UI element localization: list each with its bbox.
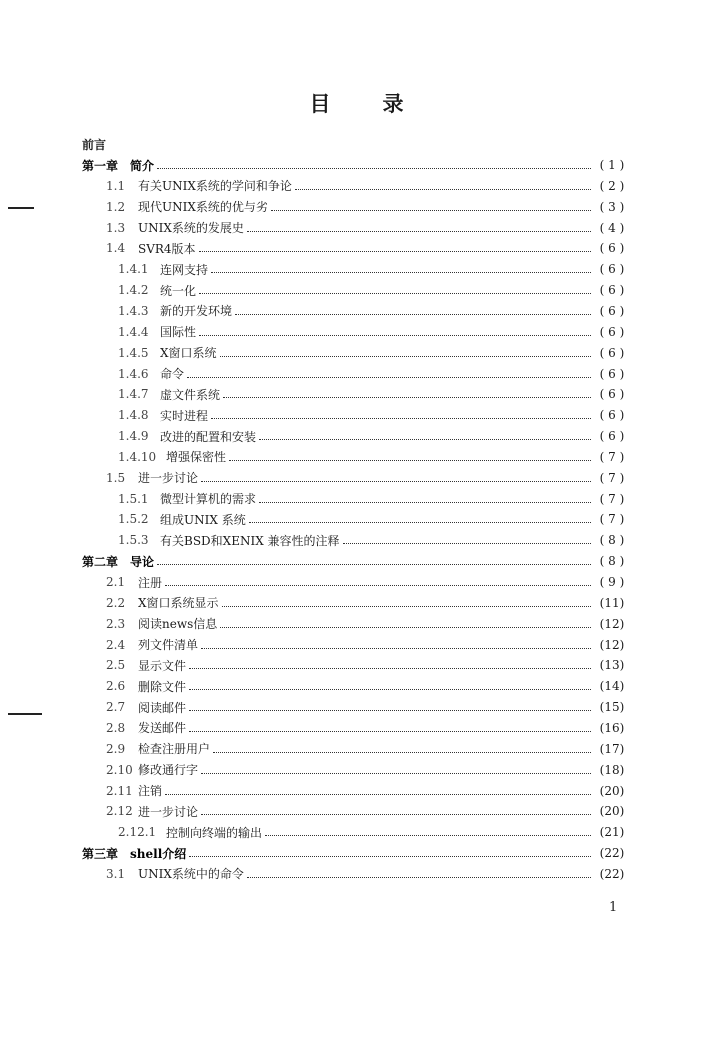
- toc-leader-dots: [223, 396, 591, 398]
- toc-leader-dots: [199, 250, 591, 252]
- toc-leader-dots: [249, 521, 591, 523]
- toc-entry-title: 命令: [160, 367, 185, 381]
- toc-entry-title: 连网支持: [160, 262, 209, 277]
- toc-section-number: 1.5: [106, 470, 126, 485]
- toc-section-number: 2.7: [106, 700, 126, 715]
- toc-entry-title: 增强保密性: [166, 450, 227, 465]
- toc-section-number: 2.12: [106, 804, 133, 819]
- toc-entry: [106, 739, 630, 759]
- toc-section-number: 1.4.7: [118, 387, 149, 402]
- toc-page-number: ( 3 ): [599, 199, 625, 214]
- toc-section-number: 1.4.4: [118, 324, 149, 339]
- toc-entry-title: 国际性: [160, 325, 197, 340]
- toc-entry: [82, 155, 630, 175]
- toc-section-number: 1.4.8: [118, 408, 149, 423]
- toc-entry: [118, 530, 630, 550]
- toc-leader-dots: [211, 271, 591, 273]
- toc-page-number: ( 6 ): [599, 324, 625, 339]
- toc-section-number: 1.5.3: [118, 533, 149, 548]
- toc-section-number: 2.9: [106, 741, 126, 756]
- toc-page-number: ( 7 ): [599, 470, 625, 485]
- toc-leader-dots: [235, 313, 591, 315]
- toc-entry: [106, 218, 630, 238]
- toc-entry-title: X窗口系统显示: [138, 596, 219, 611]
- toc-section-number: 1.4.2: [118, 283, 149, 298]
- toc-leader-dots: [220, 626, 591, 628]
- toc-leader-dots: [247, 230, 591, 232]
- toc-section-number: 2.12.1: [118, 825, 157, 840]
- toc-entry: [106, 468, 630, 488]
- toc-page-number: ( 6 ): [599, 303, 625, 318]
- toc-entry: [106, 801, 630, 821]
- toc-page-number: ( 4 ): [599, 220, 625, 235]
- toc-entry: [106, 238, 630, 258]
- toc-section-number: 1.3: [106, 220, 126, 235]
- toc-entry: [118, 259, 630, 279]
- toc-entry: [118, 447, 630, 467]
- toc-page-number: ( 6 ): [599, 283, 625, 298]
- toc-page-number: (20): [599, 783, 625, 798]
- toc-page-number: (15): [599, 700, 625, 715]
- toc-section-number: 1.4.3: [118, 303, 149, 318]
- toc-entry-title: 修改通行字: [138, 763, 199, 778]
- toc-entry: [82, 551, 630, 571]
- toc-page-number: (13): [599, 658, 625, 673]
- toc-entry: [118, 489, 630, 509]
- toc-leader-dots: [220, 355, 591, 357]
- toc-entry: [106, 781, 630, 801]
- toc-leader-dots: [229, 459, 591, 461]
- toc-leader-dots: [189, 855, 591, 857]
- toc-entry: [118, 384, 630, 404]
- margin-mark: [8, 207, 34, 209]
- toc-entry: [106, 655, 630, 675]
- toc-leader-dots: [295, 188, 591, 190]
- toc-leader-dots: [157, 167, 591, 169]
- toc-entry: [106, 864, 630, 884]
- toc-leader-dots: [199, 334, 591, 336]
- toc-entry-title: 新的开发环境: [160, 304, 233, 319]
- toc-entry: [118, 822, 630, 842]
- toc-section-number: 1.4.5: [118, 345, 149, 360]
- toc-section-number: 2.11: [106, 783, 133, 798]
- toc-entry-title: 简介: [130, 158, 155, 173]
- toc-section-number: 2.3: [106, 616, 126, 631]
- toc-page-number: ( 6 ): [599, 387, 625, 402]
- toc-entry: [118, 280, 630, 300]
- toc-leader-dots: [199, 292, 591, 294]
- toc-entry-title: 实时进程: [160, 408, 209, 423]
- toc-section-number: 1.5.2: [118, 512, 149, 527]
- toc-entry-title: 有关BSD和XENIX 兼容性的注释: [160, 533, 340, 548]
- toc-entry-title: shell介绍: [130, 846, 187, 861]
- toc-section-number: 2.2: [106, 595, 126, 610]
- toc-entry: [118, 322, 630, 342]
- toc-page-number: ( 6 ): [599, 345, 625, 360]
- page-title: 目录: [309, 91, 456, 116]
- toc-leader-dots: [259, 501, 591, 503]
- toc-entry-title: SVR4版本: [138, 241, 196, 256]
- toc-section-number: 1.4.1: [118, 262, 149, 277]
- toc-section-number: 第一章: [82, 158, 119, 173]
- toc-entry-title: 检查注册用户: [138, 742, 211, 757]
- toc-page-number: ( 9 ): [599, 575, 625, 589]
- toc-leader-dots: [201, 772, 591, 774]
- toc-entry: [106, 593, 630, 613]
- toc-entry: [118, 509, 630, 529]
- toc-leader-dots: [265, 834, 591, 836]
- toc-section-number: 第三章: [82, 846, 119, 861]
- toc-entry-title: 进一步讨论: [138, 804, 199, 819]
- toc-entry-title: 注销: [138, 784, 163, 798]
- margin-mark: [8, 713, 42, 715]
- toc-entry: [118, 364, 630, 384]
- toc-entry-title: 发送邮件: [138, 721, 187, 736]
- toc-entry-title: 控制向终端的输出: [166, 825, 263, 840]
- toc-page-number: (16): [599, 720, 625, 735]
- toc-entry-title: 微型计算机的需求: [160, 492, 257, 507]
- toc-leader-dots: [189, 709, 591, 711]
- toc-entry-title: 导论: [130, 554, 155, 569]
- toc-page-number: ( 8 ): [599, 533, 625, 548]
- toc-page-number: ( 1 ): [599, 158, 625, 172]
- toc-entry: [106, 176, 630, 196]
- toc-page-number: ( 6 ): [599, 408, 625, 423]
- toc-entry-title: X窗口系统: [160, 346, 217, 361]
- toc-section-number: 2.8: [106, 720, 126, 735]
- toc-entry-title: 统一化: [160, 283, 197, 298]
- toc-entry-title: 组成UNIX 系统: [160, 512, 246, 527]
- toc-leader-dots: [201, 647, 591, 649]
- toc-entry-title: 阅读邮件: [138, 700, 187, 715]
- toc-entry-title: 改进的配置和安装: [160, 429, 257, 444]
- toc-entry-title: UNIX系统的发展史: [138, 221, 244, 236]
- toc-leader-dots: [211, 417, 591, 419]
- toc-section-number: 1.4.9: [118, 429, 149, 444]
- toc-entry: [82, 843, 630, 863]
- toc-entry: [118, 301, 630, 321]
- toc-section-number: 2.4: [106, 637, 126, 652]
- toc-page-number: (14): [599, 679, 625, 694]
- toc-section-number: 1.5.1: [118, 491, 149, 506]
- toc-entry-title: 显示文件: [138, 658, 187, 673]
- toc-page-number: (11): [599, 595, 625, 610]
- toc-section-number: 2.1: [106, 575, 126, 589]
- toc-entry: [118, 343, 630, 363]
- toc-page-number: (22): [599, 846, 625, 861]
- toc-section-number: 2.6: [106, 679, 126, 694]
- toc-section-number: 1.2: [106, 199, 126, 214]
- toc-entry-title: 注册: [138, 575, 163, 590]
- toc-entry-title: 虚文件系统: [160, 387, 221, 402]
- toc-page-number: ( 8 ): [599, 554, 625, 569]
- toc-page-number: ( 7 ): [599, 449, 625, 464]
- page-number: 1: [609, 900, 618, 915]
- toc-page-number: (17): [599, 741, 625, 756]
- toc-page-number: (12): [599, 616, 625, 631]
- toc-entry: [106, 676, 630, 696]
- toc-leader-dots: [271, 209, 591, 211]
- toc-section-number: 1.4.6: [118, 366, 149, 381]
- toc-entry: [118, 405, 630, 425]
- toc-leader-dots: [157, 563, 591, 565]
- toc-page-number: ( 6 ): [599, 241, 625, 256]
- toc-entry-title: 阅读news信息: [138, 617, 218, 632]
- toc-leader-dots: [222, 605, 591, 607]
- toc-leader-dots: [165, 793, 591, 795]
- toc-leader-dots: [259, 438, 591, 440]
- toc-leader-dots: [189, 688, 591, 690]
- toc-page-number: ( 6 ): [599, 366, 625, 381]
- toc-page-number: ( 6 ): [599, 262, 625, 277]
- toc-leader-dots: [247, 876, 591, 878]
- toc-entry: [106, 697, 630, 717]
- toc-section-number: 3.1: [106, 866, 126, 881]
- toc-page-number: (21): [599, 825, 625, 840]
- toc-section-number: 1.1: [106, 178, 126, 193]
- toc-section-number: 第二章: [82, 554, 119, 569]
- toc-entry: [106, 614, 630, 634]
- toc-entry-title: UNIX系统中的命令: [138, 867, 244, 882]
- toc-page-number: ( 2 ): [599, 178, 625, 193]
- toc-entry-title: 列文件清单: [138, 638, 199, 653]
- toc-entry-title: 有关UNIX系统的学问和争论: [138, 179, 292, 194]
- toc-leader-dots: [189, 667, 591, 669]
- toc-entry-title: 现代UNIX系统的优与劣: [138, 200, 268, 215]
- toc-page-number: (18): [599, 762, 625, 777]
- toc-page-number: (22): [599, 866, 625, 881]
- toc-entry: [118, 426, 630, 446]
- toc-page-number: (12): [599, 637, 625, 652]
- toc-section-number: 2.5: [106, 658, 126, 673]
- toc-entry: [106, 635, 630, 655]
- toc-section-number: 1.4: [106, 241, 126, 256]
- toc-leader-dots: [189, 730, 591, 732]
- preface-heading: 前言: [82, 138, 107, 152]
- toc-entry-title: 删除文件: [138, 679, 187, 694]
- toc-section-number: 2.10: [106, 762, 133, 777]
- toc-leader-dots: [213, 751, 591, 753]
- toc-entry: [106, 718, 630, 738]
- toc-section-number: 1.4.10: [118, 449, 157, 464]
- toc-entry: [106, 197, 630, 217]
- toc-page-number: (20): [599, 804, 625, 819]
- toc-leader-dots: [187, 376, 591, 378]
- toc-entry: [106, 572, 630, 592]
- toc-page-number: ( 7 ): [599, 491, 625, 506]
- toc-leader-dots: [165, 584, 591, 586]
- toc-page-number: ( 6 ): [599, 429, 625, 444]
- toc-leader-dots: [343, 542, 591, 544]
- toc-page-number: ( 7 ): [599, 512, 625, 527]
- toc-entry-title: 进一步讨论: [138, 471, 199, 486]
- toc-entry: [106, 760, 630, 780]
- toc-leader-dots: [201, 813, 591, 815]
- toc-leader-dots: [201, 480, 591, 482]
